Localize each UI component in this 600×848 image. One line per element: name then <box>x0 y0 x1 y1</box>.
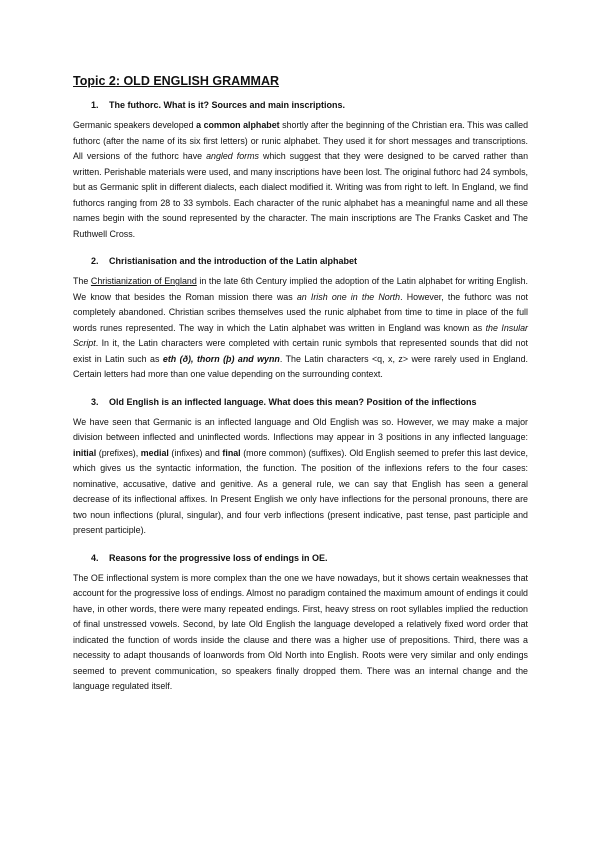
text-run: Germanic speakers developed <box>73 120 197 130</box>
section-paragraph <box>73 415 528 539</box>
text-run: The <box>73 276 91 286</box>
text-run: (infixes) and <box>168 447 223 458</box>
text-run: (more common) (suffixes). Old English seemed to prefer this last device, which gives us the syntactic information, the function. The position of the inflexions refers to the four cases: nominative, accusative, dative and genitive. As a general rule, we can say that English has seen a general decrease of its inflectional affixes. In Present English we only have inflections for the personal pronouns, there are two noun inflections (plural, singular), and four verb inflections (present indicative, past tense, past participle and present participle). <box>73 447 528 535</box>
document-title: Topic 2: OLD ENGLISH GRAMMAR <box>73 74 280 88</box>
text-run: in the late 6th Century implied the adoption of the Latin alphabet for writing English. We know that besides the Roman mission there was <box>73 276 529 302</box>
text-run: We have seen that Germanic is an inflected language and Old English was so. However, we may make a major division between inflected and uninflected words. Inflections may appear in 3 positions in any inflected language: <box>73 416 528 442</box>
text-run: . In it, the Latin characters were completed with certain runic symbols that represented sounds that did not exist in Latin such as <box>73 338 528 364</box>
italic-text: angled forms <box>206 151 259 161</box>
section-heading <box>73 395 528 409</box>
italic-text: the Insular Script <box>73 322 528 348</box>
text-run: which suggest that they were designed to be carved rather than written. Perishable materials were used, and many inscriptions have been lost. The original futhorc had 24 symbols, but as Germanic split in different dialects, each dialect modified it. Writing was from right to left. In England, we find futhorcs ranging from 28 to 33 symbols. Each character of the runic alphabet has a meaningful name and all these names begin with the sound represented by the character. The main inscriptions are The Franks Casket and The Ruthwell Cross. <box>73 151 529 239</box>
italic-text: an Irish one in the North <box>296 291 401 302</box>
document-page <box>73 72 528 707</box>
text-run: . The Latin characters <q, x, z> were rarely used in England. Certain letters had more than one value depending on the surrounding context. <box>73 353 529 379</box>
section-number: 1. <box>91 100 99 110</box>
section-paragraph <box>73 274 528 383</box>
bold-text: initial <box>73 447 97 458</box>
section-heading-text: Christianisation and the introduction of the Latin alphabet <box>109 256 358 266</box>
section-number: 2. <box>91 256 99 266</box>
text-run: shortly after the beginning of the Christian era. This was called futhorc (after the name of its six first letters) or runic alphabet. They used it for short messages and transcriptions. All versions of the futhorc have <box>73 120 529 161</box>
section-paragraph <box>73 571 528 695</box>
section-number: 4. <box>91 552 99 563</box>
text-run: (prefixes), <box>96 447 141 458</box>
text-run: The OE inflectional system is more complex than the one we have nowadays, but it shows certain weaknesses that account for the progressive loss of endings. Almost no paradigm contained the maximum amount of endings it could have, in other words, there were many repeated endings. First, heavy stress on root syllables implied the reduction of final unstressed vowels. Second, by late Old English the language developed a relatively fixed word order that indicated the function of words inside the clause and there was a higher use of prepositions. Third, there was a necessity to adapt thousands of loanwords from Old North into English. Roots were very similar and only endings seemed to prevent communication, so speakers finally dropped them. There was an internal change and the language regulated itself. <box>73 572 528 691</box>
bold-italic-text: eth (ð), thorn (þ) and wynn <box>162 353 280 364</box>
bold-text: a common alphabet <box>196 120 280 130</box>
text-run: . However, the futhorc was not completely abandoned. Christian scribes themselves used the runic alphabet from time to time in place of the full words runes represented. The way in which the Latin alphabet was written in England was known as <box>73 291 528 333</box>
section-heading-text: Reasons for the progressive loss of endings in OE. <box>109 552 328 563</box>
section-heading-text: The futhorc. What is it? Sources and main inscriptions. <box>109 100 346 110</box>
section-heading <box>73 551 528 565</box>
bold-text: medial <box>140 447 169 458</box>
bold-text: final <box>222 447 241 458</box>
hyperlink[interactable]: Christianization of England <box>90 276 197 286</box>
section-heading <box>73 98 528 112</box>
section-heading <box>73 254 528 268</box>
section-number: 3. <box>91 396 99 407</box>
section-heading-text: Old English is an inflected language. What does this mean? Position of the inflections <box>109 396 477 407</box>
section-paragraph <box>73 118 528 242</box>
